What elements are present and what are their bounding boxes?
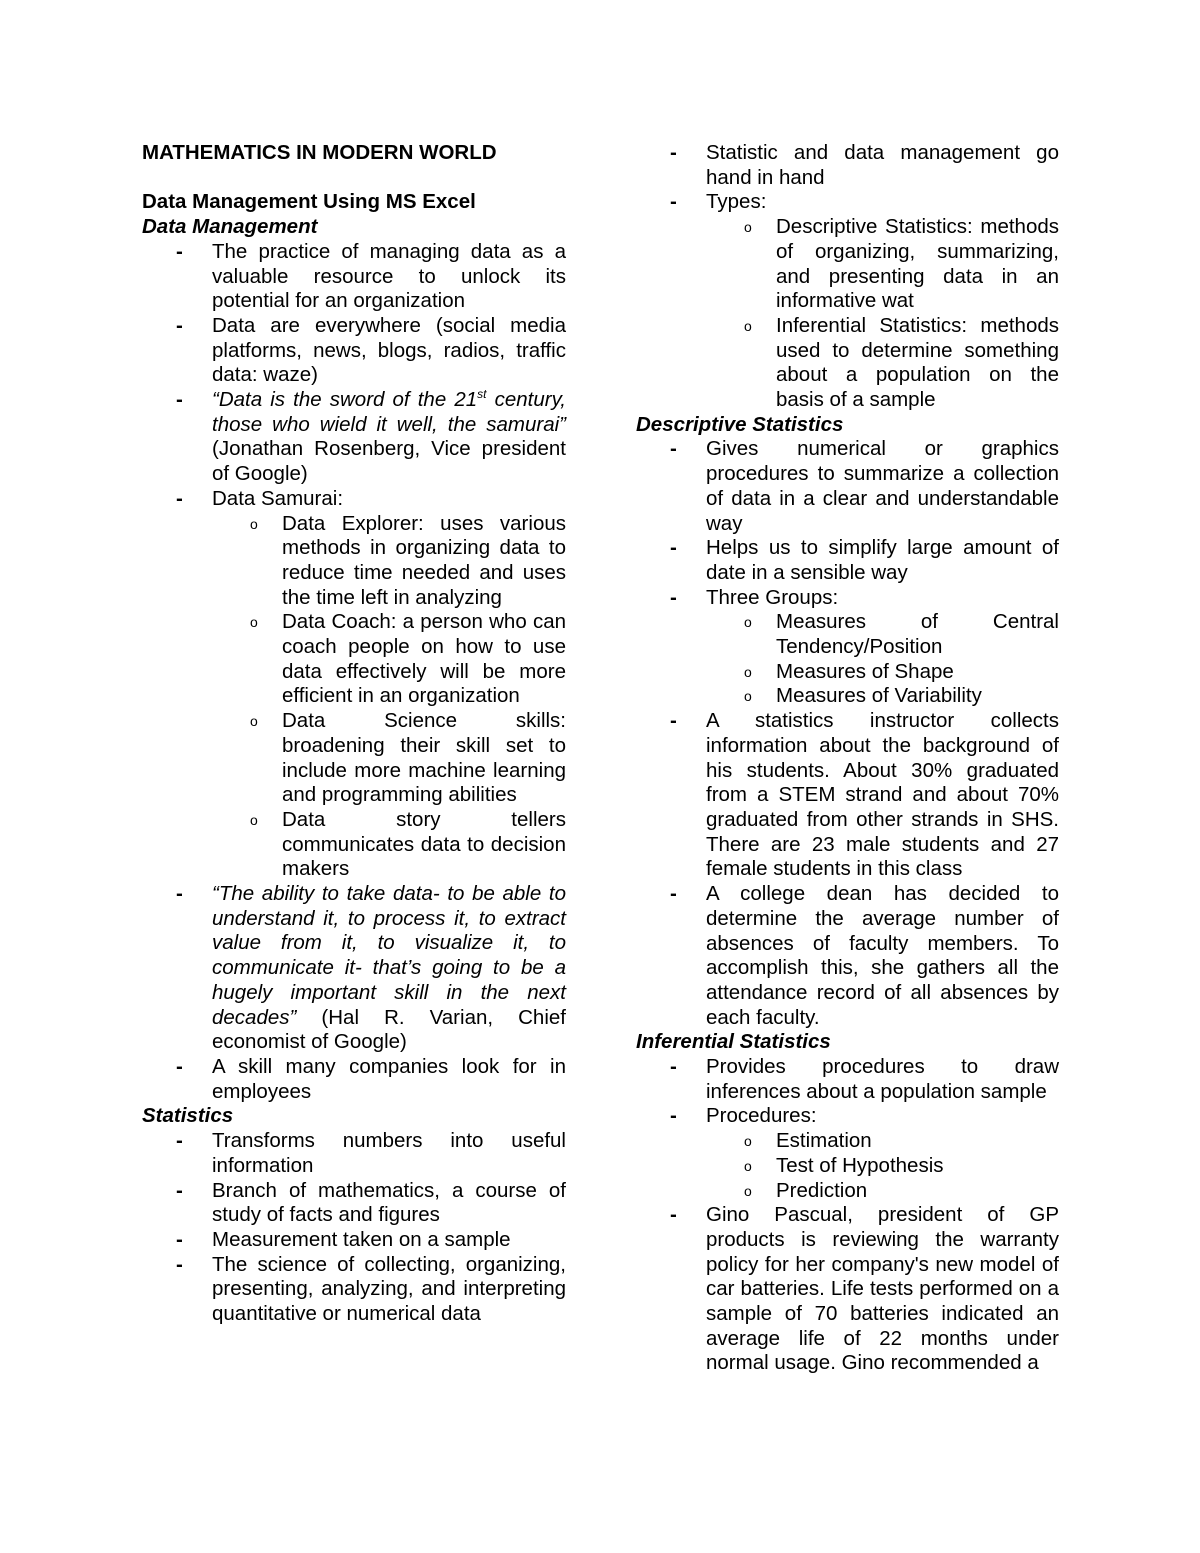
list-item	[142, 882, 566, 1055]
right-column	[636, 141, 1059, 1376]
circle-bullet: o	[744, 614, 752, 631]
item-text: A statistics instructor collects information about the background of his students. About 30% graduated from a STEM strand and about 70% graduated from other strands in SHS. There are 23 male students and 27 female students in this class	[706, 709, 1059, 881]
document-title: MATHEMATICS IN MODERN WORLD	[142, 141, 497, 164]
list-item	[636, 1055, 1059, 1104]
dash-bullet: -	[670, 882, 677, 906]
dash-bullet: -	[176, 239, 183, 263]
list-item	[636, 882, 1059, 1030]
quote-text: “The ability to take data- to be able to understand it, to process it, to extract value from it, to visualize it, to communicate it- that’s going to be a hugely important skill in the next decades”	[212, 882, 566, 1029]
item-text: Three Groups:	[706, 585, 839, 609]
sub-list-item	[212, 610, 566, 709]
list-item	[142, 1228, 566, 1253]
dash-bullet: -	[176, 882, 183, 906]
item-text: Data Samurai:	[212, 486, 344, 510]
list-item	[142, 487, 566, 882]
sub-list-item	[706, 314, 1059, 413]
dash-bullet: -	[176, 313, 183, 337]
circle-bullet: o	[744, 688, 752, 705]
types-list	[706, 215, 1059, 413]
left-column	[142, 141, 566, 1327]
item-text: Measurement taken on a sample	[212, 1227, 511, 1251]
sub-list-item	[212, 512, 566, 611]
subheading-inferential-statistics: Inferential Statistics	[636, 1030, 831, 1054]
dash-bullet: -	[176, 388, 183, 412]
dash-bullet: -	[670, 536, 677, 560]
item-text: Measures of Shape	[776, 659, 954, 683]
list-item	[142, 314, 566, 388]
circle-bullet: o	[250, 515, 258, 532]
item-text: Transforms numbers into useful information	[212, 1129, 566, 1177]
circle-bullet: o	[744, 1157, 752, 1174]
circle-bullet: o	[744, 1133, 752, 1150]
groups-list	[706, 610, 1059, 709]
sub-list-item	[706, 1179, 1059, 1204]
circle-bullet: o	[744, 219, 752, 236]
intro-list	[636, 141, 1059, 413]
dash-bullet: -	[176, 1129, 183, 1153]
item-text: Descriptive Statistics: methods of organizing, summarizing, and presenting data in an informative wat	[776, 215, 1059, 313]
item-text: Estimation	[776, 1129, 872, 1153]
dash-bullet: -	[670, 437, 677, 461]
item-text: A college dean has decided to determine the average number of absences of faculty members. To accomplish this, she gathers all the attendance record of all absences by each faculty.	[706, 882, 1059, 1029]
list-item	[636, 1203, 1059, 1376]
list-item	[142, 1055, 566, 1104]
item-text: Procedures:	[706, 1104, 817, 1128]
statistics-list	[142, 1129, 566, 1327]
dash-bullet: -	[670, 709, 677, 733]
list-item	[636, 437, 1059, 536]
item-text: Gives numerical or graphics procedures to summarize a collection of data in a clear and understandable way	[706, 437, 1059, 535]
dash-bullet: -	[176, 1252, 183, 1276]
sub-list-item	[212, 709, 566, 808]
subheading-statistics: Statistics	[142, 1104, 234, 1128]
sub-list-item	[706, 684, 1059, 709]
list-item	[636, 709, 1059, 882]
quote-text: “Data is the sword of the 21	[212, 388, 478, 412]
quote-attribution: (Hal R. Varian, Chief economist of Google)	[212, 1005, 566, 1054]
item-text: Data Explorer: uses various methods in organizing data to reduce time needed and uses the time left in analyzing	[282, 511, 566, 609]
section-heading: Data Management Using MS Excel	[142, 190, 476, 214]
sub-list-item	[706, 215, 1059, 314]
superscript: st	[477, 387, 487, 402]
subheading-data-management: Data Management	[142, 215, 318, 239]
item-text: Provides procedures to draw inferences about a population sample	[706, 1055, 1059, 1103]
circle-bullet: o	[250, 811, 258, 828]
item-text: A skill many companies look for in employees	[212, 1055, 566, 1103]
list-item	[142, 388, 566, 487]
inferential-list	[636, 1055, 1059, 1376]
item-text: Helps us to simplify large amount of date in a sensible way	[706, 536, 1059, 584]
item-text: Branch of mathematics, a course of study of facts and figures	[212, 1178, 566, 1227]
list-item	[636, 1104, 1059, 1203]
samurai-list	[212, 512, 566, 883]
dash-bullet: -	[176, 1055, 183, 1078]
circle-bullet: o	[744, 1182, 752, 1199]
circle-bullet: o	[250, 614, 258, 631]
dash-bullet: -	[670, 1055, 677, 1079]
sub-list-item	[706, 1129, 1059, 1154]
dash-bullet: -	[670, 1203, 677, 1227]
dash-bullet: -	[670, 585, 677, 609]
quote-attribution: (Jonathan Rosenberg, Vice president of Google)	[212, 437, 566, 486]
dash-bullet: -	[176, 1178, 183, 1202]
item-text: Test of Hypothesis	[776, 1153, 944, 1177]
item-text: Measures of Central Tendency/Position	[776, 610, 1059, 659]
data-management-list	[142, 240, 566, 1105]
item-text: Inferential Statistics: methods used to determine something about a population on the basis of a sample	[776, 313, 1059, 412]
list-item	[142, 1129, 566, 1178]
subheading-descriptive-statistics: Descriptive Statistics	[636, 412, 844, 436]
item-text: Types:	[706, 190, 767, 214]
dash-bullet: -	[670, 190, 677, 214]
sub-list-item	[706, 660, 1059, 685]
circle-bullet: o	[744, 663, 752, 680]
quote-text: century, those who wield it well, the samurai”	[212, 388, 566, 436]
item-text: Data are everywhere (social media platforms, news, blogs, radios, traffic data: waze)	[212, 313, 566, 387]
circle-bullet: o	[250, 713, 258, 730]
item-text: The practice of managing data as a valuable resource to unlock its potential for an organization	[212, 239, 566, 313]
list-item	[636, 190, 1059, 412]
dash-bullet: -	[670, 141, 677, 164]
sub-list-item	[706, 1154, 1059, 1179]
item-text: Prediction	[776, 1178, 868, 1202]
item-text: Gino Pascual, president of GP products is reviewing the warranty policy for her company's new model of car batteries. Life tests performed on a sample of 70 batteries indicated an average life of 22 months under normal usage. Gino recommended a	[706, 1203, 1059, 1375]
item-text: Measures of Variability	[776, 684, 982, 708]
circle-bullet: o	[744, 317, 752, 334]
descriptive-list	[636, 437, 1059, 1030]
dash-bullet: -	[176, 1227, 183, 1251]
list-item	[636, 536, 1059, 585]
procedures-list	[706, 1129, 1059, 1203]
dash-bullet: -	[670, 1104, 677, 1128]
sub-list-item	[706, 610, 1059, 659]
item-text: Data Coach: a person who can coach people on how to use data effectively will be more efficient in an organization	[282, 610, 566, 708]
item-text: Statistic and data management go hand in hand	[706, 141, 1059, 189]
item-text: Data Science skills: broadening their skill set to include more machine learning and programming abilities	[282, 709, 566, 807]
item-text: The science of collecting, organizing, presenting, analyzing, and interpreting quantitative or numerical data	[212, 1252, 566, 1326]
dash-bullet: -	[176, 486, 183, 510]
item-text: Data story tellers communicates data to decision makers	[282, 807, 566, 881]
sub-list-item	[212, 808, 566, 882]
list-item	[142, 1179, 566, 1228]
list-item	[636, 141, 1059, 190]
list-item	[142, 240, 566, 314]
list-item	[142, 1253, 566, 1327]
list-item	[636, 586, 1059, 710]
